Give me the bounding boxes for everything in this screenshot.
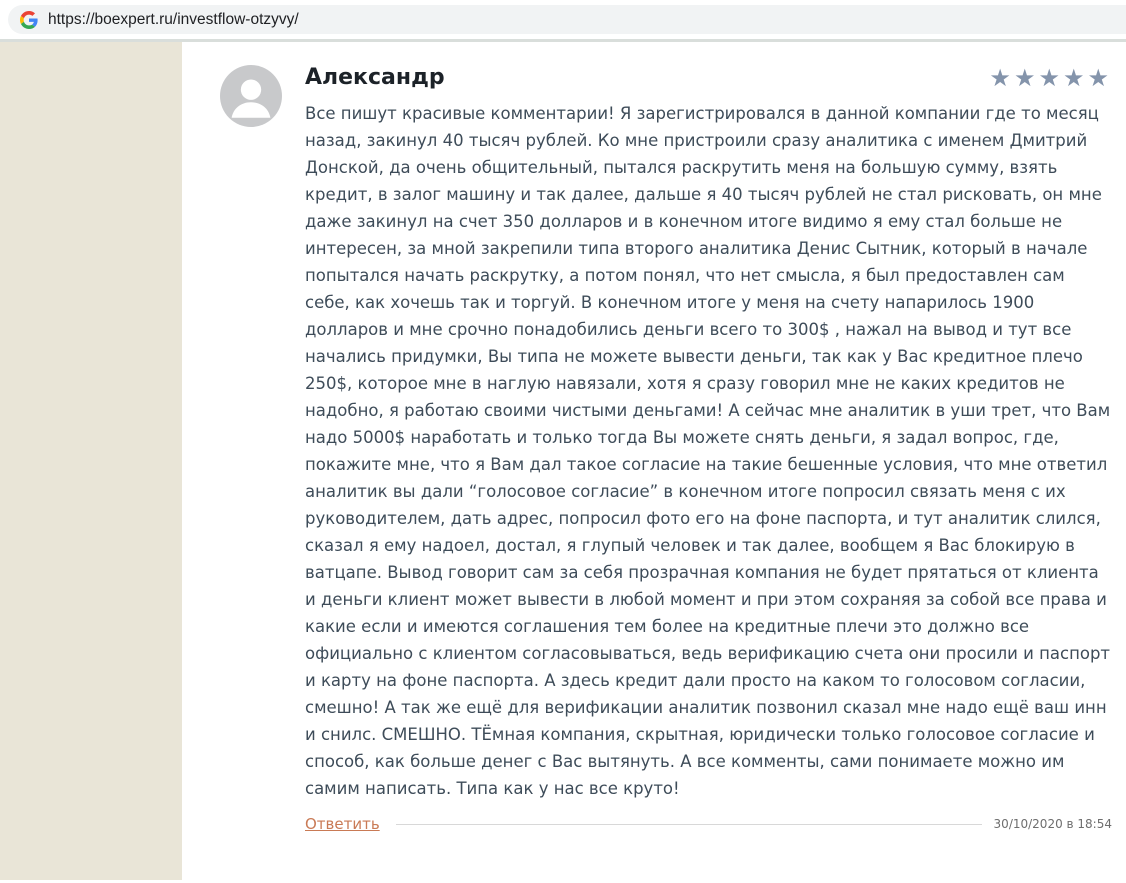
avatar <box>220 65 282 127</box>
review-card <box>220 65 1112 849</box>
review-header <box>305 65 1112 91</box>
url-text[interactable]: https://boexpert.ru/investflow-otzyvy/ <box>48 10 299 28</box>
review-author: Александр <box>305 65 445 90</box>
footer-divider <box>396 824 982 825</box>
left-sidebar-strip <box>0 42 182 880</box>
review-date: 30/10/2020 в 18:54 <box>993 817 1112 832</box>
browser-topbar <box>0 0 1126 42</box>
rating-stars: ★★★★★ <box>989 64 1112 92</box>
review-main-column <box>305 65 1112 849</box>
review-text: Все пишут красивые комментарии! Я зарегистрировался в данной компании где то месяц назад, закинул 40 тысяч рублей. Ко мне пристроили сразу аналитика с именем Дмитрий Донской, да очень общительный, пытался раскрутить меня на большую сумму, взять кредит, в залог машину и так далее, дальше я 40 тысяч рублей не стал рисковать, он мне даже закинул на счет 350 долларов и в конечном итоге видимо я ему стал больше не интересен, за мной закрепили типа второго аналитика Денис Сытник, который в начале попытался начать раскрутку, а потом понял, что нет смысла, я был предоставлен сам себе, как хочешь так и торгуй. В конечном итоге у меня на счету напарилось 1900 долларов и мне срочно понадобились деньги всего то 300$ , нажал на вывод и тут все начались придумки, Вы типа не можете вывести деньги, так как у Вас кредитное плечо 250$, которое мне в наглую навязали, хотя я сразу говорил мне не каких кредитов не надобно, я работаю своими чистыми деньгами! А сейчас мне аналитик в уши трет, что Вам надо 5000$ наработать и только тогда Вы можете снять деньги, я задал вопрос, где, покажите мне, что я Вам дал такое согласие на такие бешенные условия, что мне ответил аналитик вы дали “голосовое согласие” в конечном итоге попросил связать меня с их руководителем, дать адрес, попросил фото его на фоне паспорта, и тут аналитик слился, сказал я ему надоел, достал, я глупый человек и так далее, вообщем я Вас блокирую в ватцапе. Вывод говорит сам за себя прозрачная компания не будет прятаться от клиента и деньги клиент может вывести в любой момент и при этом сохраняя за собой все права и какие если и имеются соглашения тем более на кредитные плечи это должно все официально с клиентом согласовываться, ведь верификацию счета они просили и паспорт и карту на фоне паспорта. А здесь кредит дали просто на каком то голосовом согласии, смешно! А так же ещё для верификации аналитик позвонил сказал мне надо ещё ваш инн и снилс. СМЕШНО. ТЁмная компания, скрытная, юридически только голосовое согласие и способ, как больше денег с Вас вытянуть. А все комменты, сами понимаете можно им самим написать. Типа как у нас все круто! <box>305 104 1111 799</box>
url-bar[interactable] <box>8 5 1126 34</box>
review-section <box>182 42 1126 880</box>
google-favicon-icon <box>20 11 38 29</box>
page-body <box>0 42 1126 880</box>
review-footer <box>305 815 1112 849</box>
reply-link[interactable]: Ответить <box>305 815 380 834</box>
